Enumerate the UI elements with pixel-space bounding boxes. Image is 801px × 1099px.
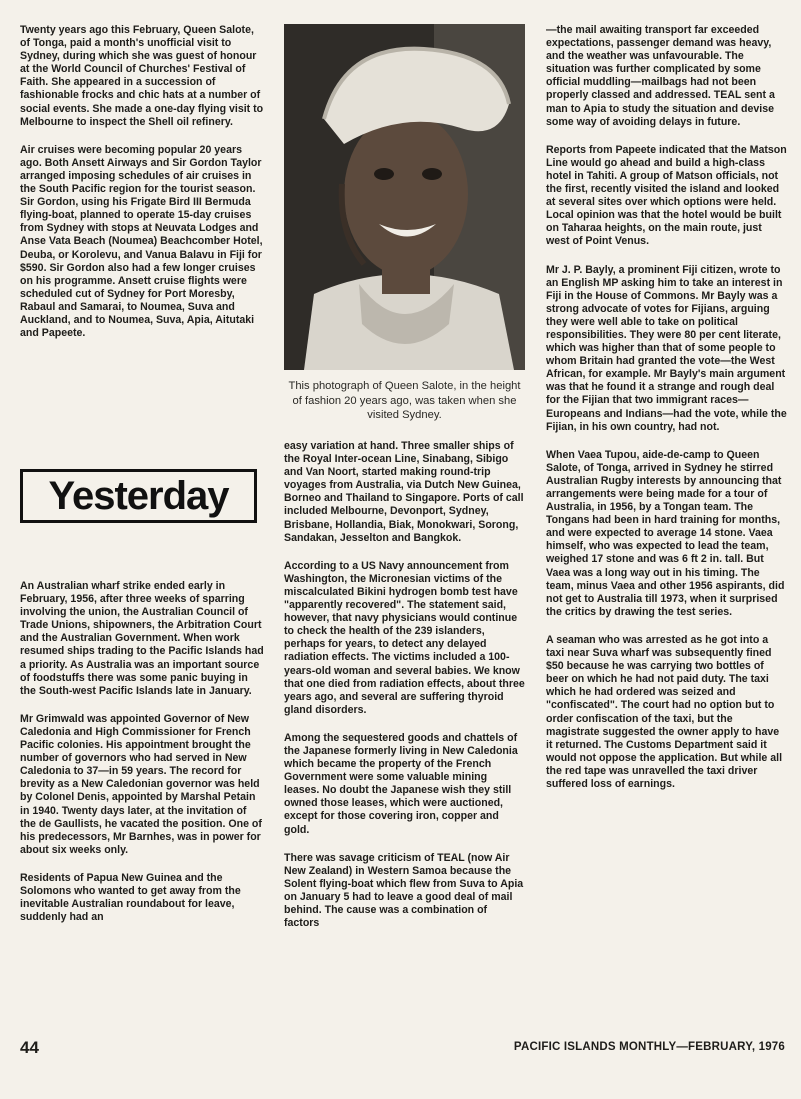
article-japanese-leases: Among the sequestered goods and chattels of the Japanese formerly living in New Caledonia which became the property of the French Government were some valuable mining leases. No doubt the Japanese wish they still owned those leases, which were auctioned, except for those covering iron, copper and gold. [284, 731, 518, 836]
column-1 [20, 24, 264, 355]
article-wharf-strike: An Australian wharf strike ended early in February, 1956, after three weeks of sparring involving the union, the Australian Council of Trade Unions, shipowners, the Arbitration Court and the Australian Government. When work resumed ships trading to the Pacific Islands had a priority. As Australia was an important source of foodstuffs there was some panic buying in the South-west Pacific Islands late in January. [20, 580, 264, 697]
article-bayly-votes: Mr J. P. Bayly, a prominent Fiji citizen, wrote to an English MP asking him to take an interest in Fiji in the House of Commons. Mr Bayly was a strong advocate of votes for Fijians, arguing they were well able to take on political responsibilities. They were 80 per cent literate, which was higher than that of some people to whom Britain had granted the vote—the West African, for example. Mr Bayly's main argument was that he found it a strange and rough deal for the Fijian that two immigrant races—Europeans and Indians—had the vote, while the Fijian, in his own country, had not. [546, 263, 787, 433]
magazine-footer: PACIFIC ISLANDS MONTHLY—FEBRUARY, 1976 [513, 1041, 785, 1053]
article-seaman-taxi: A seaman who was arrested as he got into a taxi near Suva wharf was subsequently fined $50 because he was carrying two bottles of beer on which he had not paid duty. The taxi which he had ordered was seized and "confiscated". The court had no option but to order confiscation of the taxi, but the magistrate suggested the owner apply to have it returned. The Customs Department said it would not oppose the application. But while all the red tape was unravelled the taxi driver suffered loss of earnings. [546, 633, 783, 790]
article-png-leave: Residents of Papua New Guinea and the Solomons who wanted to get away from the inevitable Australian roundabout for leave, suddenly had an [20, 871, 241, 924]
article-shipping-route: easy variation at hand. Three smaller ships of the Royal Inter-ocean Line, Sinabang, Sibigo and Van Noort, started making round-trip voyages from Australia, via Dutch New Guinea, Borneo and Thailand to Singapore. Ports of call included Melbourne, Devonport, Sydney, Brisbane, Hollandia, Biak, Monokwari, Sorong, Sandakan, Jesselton and Bangkok. [284, 440, 524, 544]
section-heading-box [20, 469, 257, 523]
article-teal-criticism: There was savage criticism of TEAL (now Air New Zealand) in Western Samoa because the Solent flying-boat which flew from Suva to Apia on January 5 had to leave a good deal of mail behind. The cause was a combination of factors [284, 851, 524, 930]
column-3 [546, 24, 788, 806]
article-salote-visit: Twenty years ago this February, Queen Salote, of Tonga, paid a month's unofficial visit to Sydney, during which she was guest of honour at the World Council of Churches' Festival of Faith. She appeared in a succession of fashionable frocks and chic hats at a number of social events. She made a one-day flying visit to Melbourne to inspect the Shell oil refinery. [20, 24, 264, 128]
portrait-photo-icon [284, 24, 525, 370]
column-2 [284, 440, 525, 945]
article-matson-hotel: Reports from Papeete indicated that the Matson Line would go ahead and build a high-class hotel in Tahiti. A group of Matson officials, not the first, recently visited the island and looked at several sites over which options were held. Local opinion was that the hotel would be built on Taharaa heights, on the main route, just west of Point Venus. [546, 143, 787, 248]
page-number: 44 [20, 1038, 39, 1057]
section-heading: Yesterday [48, 473, 229, 518]
article-grimwald: Mr Grimwald was appointed Governor of New Caledonia and High Commissioner for French Pacific colonies. His appointment brought the number of governors who had served in New Caledonia to 37—in 59 years. The record for brevity as a New Caledonian governor was held by Colonel Denis, appointed by Marshal Petain in 1940. Twenty days later, at the invitation of the de Gaullists, he vacated the position. One of his predecessors, Mr Barnhes, was in power for about six weeks only. [20, 712, 262, 856]
article-tongan-rugby: When Vaea Tupou, aide-de-camp to Queen Salote, of Tonga, arrived in Sydney he stirred Australian Rugby interests by announcing that arrangements were being made for a tour of Australia, in 1956, by a Tongan team. The Tongans had been in hard training for months, and were expected to average 14 stone. Vaea himself, who was expected to lead the team, weighed 17 stone and was 6 ft 2 in. tall. But Vaea was a long way out in his timing. The team, minus Vaea and other 1956 aspirants, did not get to Australia till 1973, when it surprised the critics by drawing the test series. [546, 448, 785, 618]
article-teal-continued: —the mail awaiting transport far exceeded expectations, passenger demand was heavy, and the weather was unfavourable. The situation was further complicated by some official muddling—mailbags had not been properly classed and addressed. TEAL sent a man to Apia to study the situation and devise some way of avoiding delays in future. [546, 24, 775, 128]
article-air-cruises: Air cruises were becoming popular 20 years ago. Both Ansett Airways and Sir Gordon Taylor arranged imposing schedules of air cruises in the South Pacific region for the tourist season. Sir Gordon, using his Frigate Bird III Bermuda flying-boat, planned to operate 15-day cruises from Sydney with stops at Neuvata Lodges and Anse Vata Beach (Noumea) Beachcomber Hotel, Deuba, or Korolevu, and Vanua Balavu in Fiji for $590. Sir Gordon also had a few longer cruises on his programme. Ansett cruise flights were scheduled cut of Sydney for Port Moresby, Rabaul and Samarai, to Noumea, Suva and Auckland, and to Noumea, Suva, Apia, Aitutaki and Papeete. [20, 143, 263, 340]
article-bikini-test: According to a US Navy announcement from Washington, the Micronesian victims of the miscalculated Bikini hydrogen bomb test have "apparently recovered". The statement said, however, that navy physicians would continue to check the health of the 239 islanders, perhaps for years, to detect any delayed radiation effects. The victims included a 100-years-old woman and several babies. We know that one died from radiation effects, about three years ago, and several are suffering thyroid gland disorders. [284, 559, 525, 716]
photo-caption: This photograph of Queen Salote, in the height of fashion 20 years ago, was taken when she visited Sydney. [288, 380, 521, 421]
column-1-lower [20, 580, 264, 939]
